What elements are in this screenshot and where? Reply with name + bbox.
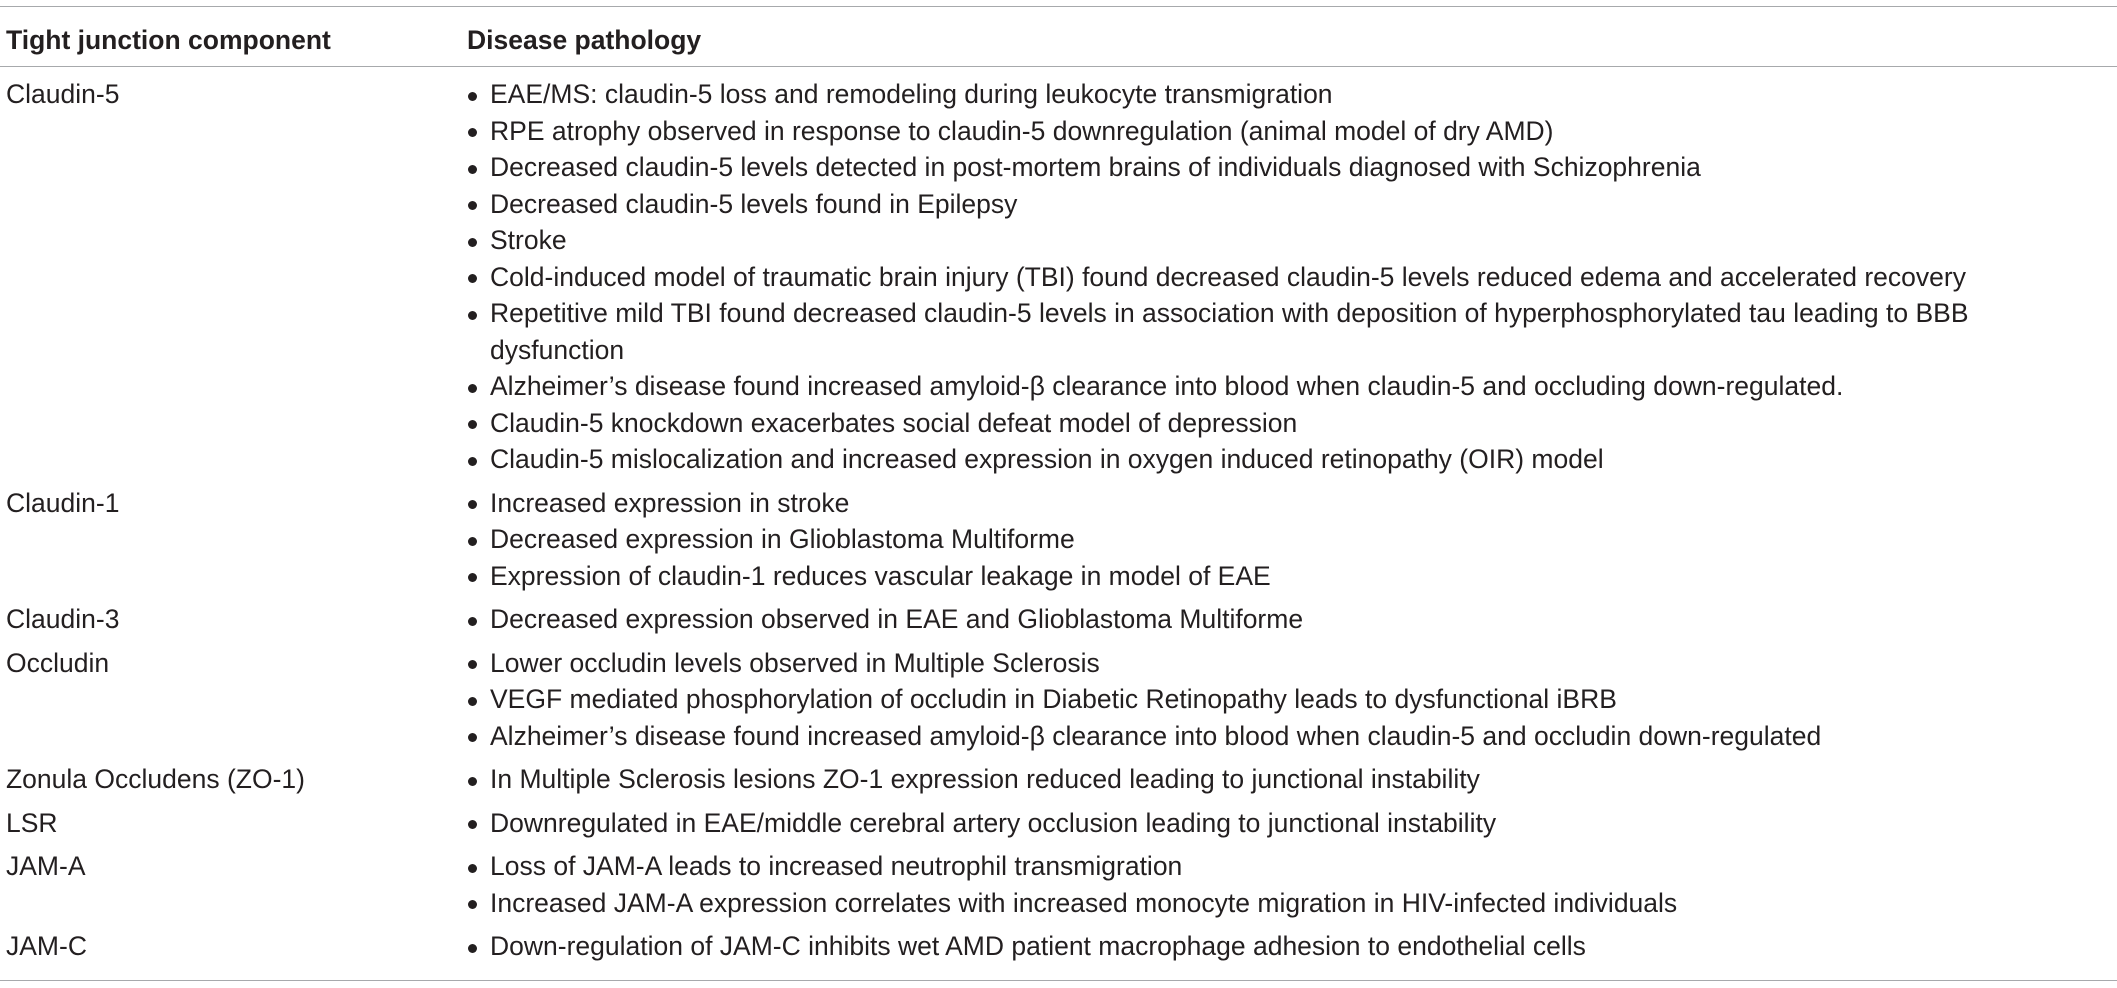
pathology-item [467, 521, 2077, 558]
table-header [0, 6, 2117, 66]
bullet-icon [468, 274, 477, 283]
pathology-item [467, 601, 2077, 638]
pathology-item [467, 848, 2077, 885]
table-row [0, 645, 2117, 755]
bullet-icon [468, 733, 477, 742]
pathology-item [467, 805, 2077, 842]
table-bottom-rule [0, 980, 2117, 981]
pathology-item [467, 76, 2077, 113]
component-name: JAM-C [6, 931, 87, 961]
bullet-icon [468, 457, 477, 466]
pathology-text: Decreased expression observed in EAE and Glioblastoma Multiforme [490, 604, 1304, 634]
pathology-text: Alzheimer’s disease found increased amyloid-β clearance into blood when claudin-5 and occludin down-regulated [490, 720, 1822, 751]
pathology-text: Repetitive mild TBI found decreased claudin-5 levels in association with deposition of hyperphosphorylated tau leading to BBB dysfunction [490, 298, 1969, 365]
bullet-icon [468, 201, 477, 210]
pathology-text: Down-regulation of JAM-C inhibits wet AMD patient macrophage adhesion to endothelial cells [490, 931, 1586, 961]
component-name: Claudin-5 [6, 79, 120, 109]
component-name: Zonula Occludens (ZO-1) [6, 764, 305, 794]
pathology-text: Stroke [490, 225, 567, 255]
pathology-item [467, 259, 2077, 296]
component-name: Claudin-3 [6, 604, 120, 634]
bullet-icon [468, 617, 477, 626]
pathology-item [467, 368, 2077, 405]
table-header-rule [0, 66, 2117, 67]
bullet-icon [468, 165, 477, 174]
pathology-list [467, 928, 2077, 965]
bullet-icon [468, 900, 477, 909]
pathology-text: Increased JAM-A expression correlates with increased monocyte migration in HIV-infected individuals [490, 887, 1678, 918]
table-row [0, 805, 2117, 842]
component-name: LSR [6, 807, 58, 838]
pathology-item [467, 928, 2077, 965]
bullet-icon [468, 238, 477, 247]
table-row [0, 485, 2117, 595]
bullet-icon [468, 944, 477, 953]
pathology-text: In Multiple Sclerosis lesions ZO-1 expression reduced leading to junctional instability [490, 764, 1480, 794]
pathology-text: Expression of claudin-1 reduces vascular leakage in model of EAE [490, 560, 1271, 591]
pathology-item [467, 186, 2077, 223]
bullet-icon [468, 92, 477, 101]
pathology-list [467, 848, 2077, 921]
pathology-list [467, 761, 2077, 798]
table-row [0, 76, 2117, 478]
column-header-component: Tight junction component [6, 25, 331, 55]
pathology-text: Claudin-5 knockdown exacerbates social defeat model of depression [490, 407, 1298, 438]
pathology-text: Decreased claudin-5 levels detected in post-mortem brains of individuals diagnosed with Schizophrenia [490, 152, 1701, 182]
pathology-item [467, 761, 2077, 798]
bullet-icon [468, 573, 477, 582]
bullet-icon [468, 537, 477, 546]
bullet-icon [468, 128, 477, 137]
pathology-item [467, 149, 2077, 186]
pathology-text: VEGF mediated phosphorylation of occludin in Diabetic Retinopathy leads to dysfunctional iBRB [490, 684, 1617, 714]
pathology-text: Loss of JAM-A leads to increased neutrophil transmigration [490, 851, 1183, 881]
bullet-icon [468, 420, 477, 429]
table-body [0, 76, 2117, 972]
component-name: JAM-A [6, 851, 86, 881]
pathology-list [467, 76, 2077, 478]
bullet-icon [468, 820, 477, 829]
pathology-item [467, 681, 2077, 718]
pathology-item [467, 885, 2077, 922]
pathology-item [467, 441, 2077, 478]
bullet-icon [468, 864, 477, 873]
table-row [0, 761, 2117, 798]
pathology-list [467, 805, 2077, 842]
pathology-text: RPE atrophy observed in response to claudin-5 downregulation (animal model of dry AMD) [490, 115, 1554, 146]
column-header-pathology: Disease pathology [467, 25, 702, 55]
component-name: Occludin [6, 647, 110, 678]
bullet-icon [468, 500, 477, 509]
bullet-icon [468, 777, 477, 786]
pathology-list [467, 601, 2077, 638]
pathology-item [467, 295, 2077, 368]
pathology-item [467, 485, 2077, 522]
pathology-text: Cold-induced model of traumatic brain injury (TBI) found decreased claudin-5 levels reduced edema and accelerated recovery [490, 261, 1966, 292]
bullet-icon [468, 311, 477, 320]
bullet-icon [468, 697, 477, 706]
pathology-item [467, 113, 2077, 150]
table-row [0, 928, 2117, 965]
bullet-icon [468, 660, 477, 669]
pathology-item [467, 405, 2077, 442]
pathology-item [467, 222, 2077, 259]
pathology-text: Downregulated in EAE/middle cerebral artery occlusion leading to junctional instability [490, 807, 1497, 838]
pathology-text: Increased expression in stroke [490, 487, 850, 518]
pathology-text: Lower occludin levels observed in Multiple Sclerosis [490, 647, 1100, 678]
pathology-text: Alzheimer’s disease found increased amyloid-β clearance into blood when claudin-5 and occluding down-regulated. [490, 371, 1844, 401]
bullet-icon [468, 384, 477, 393]
pathology-list [467, 645, 2077, 755]
pathology-item [467, 718, 2077, 755]
pathology-text: Decreased expression in Glioblastoma Multiforme [490, 524, 1075, 554]
pathology-list [467, 485, 2077, 595]
pathology-item [467, 558, 2077, 595]
table-row [0, 848, 2117, 921]
table-row [0, 601, 2117, 638]
pathology-text: Decreased claudin-5 levels found in Epilepsy [490, 188, 1018, 219]
pathology-item [467, 645, 2077, 682]
pathology-text: Claudin-5 mislocalization and increased expression in oxygen induced retinopathy (OIR) model [490, 444, 1604, 474]
pathology-text: EAE/MS: claudin-5 loss and remodeling during leukocyte transmigration [490, 79, 1333, 109]
component-name: Claudin-1 [6, 487, 120, 518]
